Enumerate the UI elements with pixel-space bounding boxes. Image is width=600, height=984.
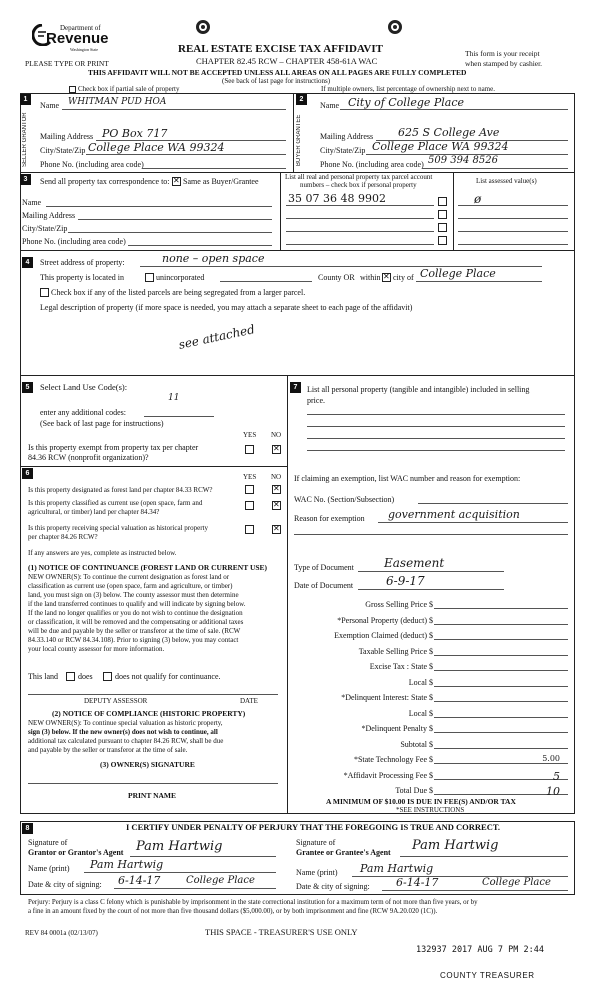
see-instructions: *SEE INSTRUCTIONS (396, 806, 465, 814)
sec6-no: NO (271, 473, 282, 481)
legal-label: Legal description of property (if more space is needed, you may attach a separate sheet to each page of the affidavit) (40, 303, 413, 312)
historic-no-checkbox[interactable] (272, 525, 281, 534)
fee-line (434, 624, 568, 625)
notice-compliance-title: (2) NOTICE OF COMPLIANCE (HISTORIC PROPERTY) (52, 709, 246, 718)
sec5-see-back: (See back of last page for instructions) (40, 419, 164, 428)
seller-grantor-label: SELLER GRANTOR (22, 112, 28, 168)
additional-codes-label: enter any additional codes: (40, 408, 126, 417)
land-use-label: Select Land Use Code(s): (40, 382, 128, 392)
current-use-q-b: agricultural, or timber) land per chapter 84.34? (28, 508, 160, 516)
parcel-head-1: List all real and personal property tax parcel account (285, 173, 433, 181)
reason-value[interactable]: government acquisition (388, 508, 520, 521)
notice-continuance-title: (1) NOTICE OF CONTINUANCE (FOREST LAND OR CURRENT USE) (28, 563, 268, 572)
partial-sale-label: Check box if partial sale of property (78, 85, 180, 93)
same-as-buyer-label: Same as Buyer/Grantee (183, 177, 259, 186)
personal-property-label-1: List all personal property (tangible and intangible) included in selling (307, 385, 530, 394)
grantor-date-label: Date & city of signing: (28, 880, 102, 889)
grantee-date[interactable]: 6-14-17 (396, 876, 439, 889)
fee-line (434, 748, 568, 749)
section-4-number: 4 (22, 257, 33, 268)
sec6-yes: YES (243, 473, 257, 481)
receipt-note-1: This form is your receipt (465, 49, 540, 58)
grantor-agent-label: Grantor or Grantor's Agent (28, 848, 124, 857)
fee-value[interactable]: 5.00 (542, 754, 560, 763)
doc-date-value[interactable]: 6-9-17 (386, 574, 425, 588)
personal-property-checkbox-2[interactable] (438, 210, 447, 219)
fee-line (434, 779, 568, 780)
reason-label: Reason for exemption (294, 514, 365, 523)
print-name-label: PRINT NAME (128, 791, 176, 800)
partial-sale-checkbox[interactable] (69, 86, 76, 93)
segregated-checkbox[interactable] (40, 288, 49, 297)
unincorporated-label: unincorporated (156, 273, 205, 282)
buyer-city-value[interactable]: College Place WA 99324 (372, 140, 509, 153)
notice-continuance-line: classification as current use (open space, farm and agriculture, or timber) (28, 582, 233, 590)
wac-label: WAC No. (Section/Subsection) (294, 495, 395, 504)
grantor-name-label: Name (print) (28, 864, 70, 873)
historic-q-a: Is this property receiving special valuation as historical property (28, 524, 209, 532)
fee-label: Subtotal $ (400, 740, 433, 749)
buyer-phone-value[interactable]: 509 394 8526 (428, 155, 498, 166)
perjury-notice (28, 898, 573, 916)
section-3-number: 3 (20, 174, 31, 185)
fee-label: *Personal Property (deduct) $ (337, 616, 433, 625)
historic-yes-checkbox[interactable] (245, 525, 254, 534)
sec3-phone-label: Phone No. (including area code) (22, 237, 126, 246)
notice-continuance-line: land, you must sign on (3) below. The county assessor must then determine (28, 591, 239, 599)
fee-label: Local $ (408, 678, 433, 687)
buyer-name-value[interactable]: City of College Place (348, 96, 465, 109)
grantee-city[interactable]: College Place (482, 877, 551, 888)
fee-label: Total Due $ (395, 786, 433, 795)
current-use-yes-checkbox[interactable] (245, 501, 254, 510)
unincorporated-checkbox[interactable] (145, 273, 154, 282)
fee-line (434, 670, 568, 671)
buyer-name-label: Name (320, 101, 340, 110)
assessed-value[interactable]: ø (474, 192, 482, 206)
deputy-assessor-label: DEPUTY ASSESSOR (84, 697, 148, 705)
current-use-q-a: Is this property classified as current use (open space, farm and (28, 499, 203, 507)
fee-line (434, 732, 568, 733)
fee-label: *Delinquent Penalty $ (361, 724, 433, 733)
notice-continuance-line: if the land transferred continues to qualify and will indicate by signing below. (28, 600, 246, 608)
located-label: This property is located in (40, 273, 124, 282)
if-yes-note: If any answers are yes, complete as instructed below. (28, 549, 177, 557)
doc-date-label: Date of Document (294, 581, 354, 590)
grantee-date-label: Date & city of signing: (296, 882, 370, 891)
cashier-stamp: 132937 2017 AUG 7 PM 2:44 (416, 945, 544, 955)
notice-compliance-line: sign (3) below. If the new owner(s) does not wish to continue, all (28, 728, 218, 736)
buyer-mail-label: Mailing Address (320, 132, 374, 141)
binder-hole-right-icon (388, 20, 402, 34)
fee-line (434, 701, 568, 702)
fee-value[interactable]: 10 (546, 785, 560, 798)
form-title: REAL ESTATE EXCISE TAX AFFIDAVIT (178, 43, 383, 55)
notice-continuance-line: your local county assessor for more information. (28, 645, 165, 653)
fee-label: Taxable Selling Price $ (358, 647, 433, 656)
city-of-label: city of (393, 273, 414, 282)
section-7-number: 7 (290, 382, 301, 393)
current-use-no-checkbox[interactable] (272, 501, 281, 510)
buyer-grantee-label: BUYER GRANTEE (296, 114, 302, 166)
section-2-number: 2 (296, 94, 307, 105)
fee-line (434, 639, 568, 640)
historic-q-b: per chapter 84.26 RCW? (28, 533, 98, 541)
personal-property-checkbox-4[interactable] (438, 236, 447, 245)
send-correspondence: Send all property tax correspondence to: (40, 177, 170, 186)
fee-line (434, 763, 568, 764)
exemption-label: If claiming an exemption, list WAC number and reason for exemption: (294, 474, 521, 483)
fee-label: Excise Tax : State $ (369, 662, 433, 671)
sec5-yes: YES (243, 431, 257, 439)
land-use-code[interactable]: 11 (168, 393, 180, 403)
grantee-agent-label: Grantee or Grantee's Agent (296, 848, 391, 857)
fee-label: *Affidavit Processing Fee $ (343, 771, 433, 780)
forest-no-checkbox[interactable] (272, 485, 281, 494)
parcel-head-2: numbers – check box if personal property (300, 181, 417, 189)
grantor-date[interactable]: 6-14-17 (118, 874, 161, 887)
doc-type-label: Type of Document (294, 563, 354, 572)
seller-mail-label: Mailing Address (40, 132, 94, 141)
type-or-print: PLEASE TYPE OR PRINT (25, 59, 109, 68)
seller-mail-value[interactable]: PO Box 717 (102, 127, 168, 140)
seller-phone-label: Phone No. (including area code) (40, 160, 144, 169)
notice-continuance-line: If the land no longer qualifies or you do not wish to continue the designation (28, 609, 243, 617)
doc-type-value[interactable]: Easement (384, 556, 445, 570)
grantee-name-label: Name (print) (296, 868, 338, 877)
notice-compliance-line: additional tax calculated pursuant to chapter 84.26 RCW, shall be due (28, 737, 224, 745)
notice-continuance-line: 84.33.140 or RCW 84.34.108). Prior to signing (3) below, you may contact (28, 636, 239, 644)
forest-yes-checkbox[interactable] (245, 485, 254, 494)
fee-label: Exemption Claimed (deduct) $ (334, 631, 433, 640)
see-attached[interactable]: see attached (177, 322, 256, 352)
section-6-number: 6 (22, 468, 33, 479)
personal-property-label-2: price. (307, 396, 325, 405)
grantee-signature[interactable]: Pam Hartwig (412, 838, 499, 853)
warning: THIS AFFIDAVIT WILL NOT BE ACCEPTED UNLESS ALL AREAS ON ALL PAGES ARE FULLY COMPLETED (88, 68, 467, 77)
sec3-name-label: Name (22, 198, 42, 207)
multiple-owners: If multiple owners, list percentage of ownership next to name. (321, 85, 495, 93)
buyer-phone-label: Phone No. (including area code) (320, 160, 424, 169)
seller-name-label: Name (40, 101, 60, 110)
notice-compliance-line: NEW OWNER(S): To continue special valuation as historic property, (28, 719, 223, 727)
notice-continuance-line: NEW OWNER(S): To continue the current designation as forest land or (28, 573, 230, 581)
section-1-number: 1 (20, 94, 31, 105)
personal-property-checkbox-1[interactable] (438, 197, 447, 206)
perjury-line: a fine in an amount fixed by the court of not more than five thousand dollars ($5,000.00), or by both imprisonment and fine (RCW 9A.20.020 (1C)). (28, 908, 438, 915)
fee-line (434, 717, 568, 718)
owner-signature-title: (3) OWNER(S) SIGNATURE (100, 760, 195, 769)
grantee-name-print[interactable]: Pam Hartwig (360, 862, 434, 875)
notice-compliance-line: and payable by the seller or transferor at the time of sale. (28, 746, 188, 754)
seller-city-label: City/State/Zip (40, 146, 86, 155)
does-label: does (78, 672, 93, 681)
sec3-mail-label: Mailing Address (22, 211, 76, 220)
section-5-number: 5 (22, 382, 33, 393)
buyer-city-label: City/State/Zip (320, 146, 366, 155)
grantor-signature[interactable]: Pam Hartwig (136, 839, 223, 854)
dor-logo (32, 22, 112, 54)
fee-value[interactable]: 5 (553, 770, 560, 783)
exempt-no-checkbox[interactable] (272, 445, 281, 454)
grantor-name-print[interactable]: Pam Hartwig (90, 858, 164, 871)
form-chapter: CHAPTER 82.45 RCW – CHAPTER 458-61A WAC (196, 56, 378, 66)
grantor-city[interactable]: College Place (186, 875, 255, 886)
assessor-date-label: DATE (240, 697, 258, 705)
rev-code: REV 84 0001a (02/13/07) (25, 929, 98, 937)
within-label: within (360, 273, 381, 282)
seller-city-value[interactable]: College Place WA 99324 (88, 141, 225, 154)
grantee-sig-of: Signature of (296, 838, 336, 847)
minimum-due: A MINIMUM OF $10.00 IS DUE IN FEE(S) AND/OR TAX (326, 797, 516, 806)
perjury-line: Perjury: Perjury is a class C felony which is punishable by imprisonment in the state correctional institution for a maximum term of not more than five years, or by (28, 899, 478, 906)
fee-label: *Delinquent Interest: State $ (341, 693, 433, 702)
notice-continuance-line: or classification, it will be removed and the compensating or additional taxes (28, 618, 244, 626)
see-back: (See back of last page for instructions) (222, 77, 331, 85)
exempt-yes-checkbox[interactable] (245, 445, 254, 454)
notice-continuance-line: will be due and payable by the seller or transferor at the time of sale. (RCW (28, 627, 241, 635)
same-as-buyer-checkbox[interactable] (172, 177, 181, 186)
treasurer-space: THIS SPACE - TREASURER'S USE ONLY (205, 927, 358, 937)
street-label: Street address of property: (40, 258, 125, 267)
fee-line (434, 686, 568, 687)
fee-label: *State Technology Fee $ (353, 755, 433, 764)
within-city-checkbox[interactable] (382, 273, 391, 282)
exempt-q2: 84.36 RCW (nonprofit organization)? (28, 453, 149, 462)
binder-hole-left-icon (196, 20, 210, 34)
logo-revenue: Revenue (46, 30, 109, 47)
receipt-note-2: when stamped by cashier. (465, 59, 543, 68)
personal-property-checkbox-3[interactable] (438, 223, 447, 232)
section-8-number: 8 (22, 823, 33, 834)
this-land-label: This land (28, 672, 58, 681)
street-value[interactable]: none – open space (162, 252, 265, 265)
does-checkbox[interactable] (66, 672, 75, 681)
county-or-label: County OR (318, 273, 355, 282)
certify-label: I CERTIFY UNDER PENALTY OF PERJURY THAT THE FOREGOING IS TRUE AND CORRECT. (126, 822, 501, 832)
logo-state: Washington State (70, 47, 99, 52)
segregated-label: Check box if any of the listed parcels are being segregated from a larger parcel. (51, 288, 306, 297)
sec3-city-label: City/State/Zip (22, 224, 68, 233)
logo-dept: Department of (60, 24, 101, 32)
seller-name-value[interactable]: WHITMAN PUD HOA (68, 97, 167, 107)
exempt-q1: Is this property exempt from property tax per chapter (28, 443, 199, 452)
city-of-value[interactable]: College Place (420, 267, 496, 280)
does-not-checkbox[interactable] (103, 672, 112, 681)
parcel-number[interactable]: 35 07 36 48 9902 (288, 192, 386, 205)
fee-line (434, 655, 568, 656)
fee-label: Local $ (408, 709, 433, 718)
county-treasurer: COUNTY TREASURER (440, 971, 535, 980)
fee-label: Gross Selling Price $ (365, 600, 433, 609)
grantor-sig-of: Signature of (28, 838, 68, 847)
sec5-no: NO (271, 431, 282, 439)
fee-line (434, 608, 568, 609)
buyer-mail-value[interactable]: 625 S College Ave (398, 126, 500, 139)
forest-q: Is this property designated as forest land per chapter 84.33 RCW? (28, 486, 213, 494)
does-not-label: does not qualify for continuance. (115, 672, 221, 681)
assessed-head: List assessed value(s) (476, 177, 537, 185)
